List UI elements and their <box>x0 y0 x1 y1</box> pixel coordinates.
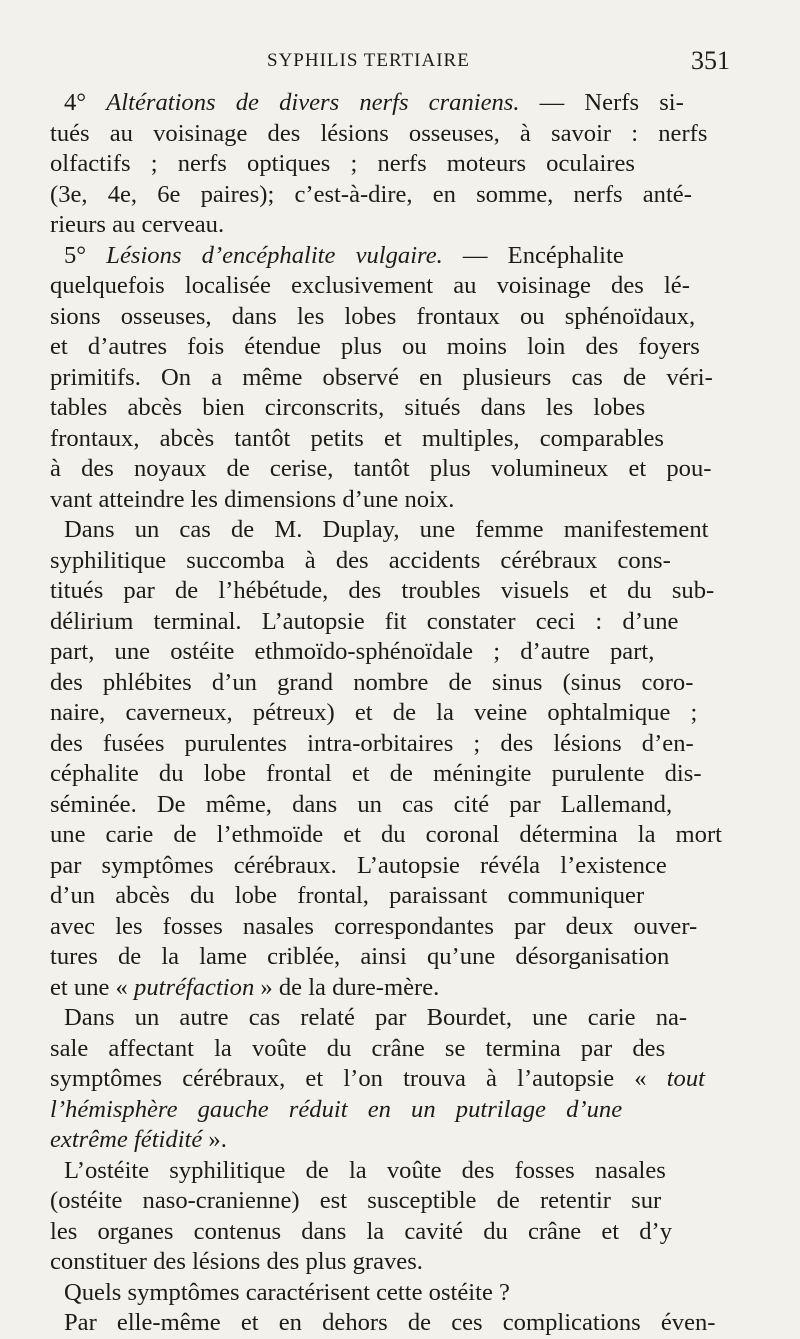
text-run: une carie de l’ethmoïde et du coronal détermina la mort <box>50 821 722 848</box>
text-line <box>50 942 722 973</box>
text-line-content <box>64 515 708 546</box>
text-line-content <box>50 698 697 729</box>
text-line-content <box>50 271 690 302</box>
text-line-content <box>50 393 645 424</box>
text-line-content <box>50 210 224 241</box>
text-run: avec les fosses nasales correspondantes par deux ouver- <box>50 912 698 940</box>
text-line-content <box>50 1186 661 1217</box>
text-line <box>50 1003 722 1034</box>
text-line-content <box>50 1095 622 1126</box>
text-run: sions osseuses, dans les lobes frontaux ou sphénoïdaux, <box>50 302 696 330</box>
text-line-content <box>50 1247 423 1278</box>
text-line <box>50 1095 722 1126</box>
page-number: 351 <box>691 46 730 75</box>
text-line <box>50 363 722 394</box>
text-line-content <box>64 1156 666 1187</box>
text-run: sale affectant la voûte du crâne se termina par des <box>50 1034 666 1062</box>
text-run: — Encéphalite <box>442 241 624 269</box>
text-run: délirium terminal. L’autopsie fit constater ceci : d’une <box>50 607 679 635</box>
text-line <box>50 454 722 485</box>
text-line <box>50 1064 722 1095</box>
text-line <box>50 210 722 241</box>
text-line-content <box>50 180 692 211</box>
text-line <box>50 241 722 272</box>
text-line <box>50 1308 722 1339</box>
text-line-content <box>50 1064 705 1095</box>
italic-text: l’hémisphère gauche réduit en un putrilage d’une <box>50 1095 623 1123</box>
text-line-content <box>50 1125 227 1156</box>
text-line-content <box>50 668 693 699</box>
text-line <box>50 424 722 455</box>
text-line <box>50 729 722 760</box>
text-line-content <box>50 1034 665 1065</box>
text-line <box>50 1278 722 1309</box>
text-line-content <box>50 881 644 912</box>
text-line <box>50 1186 722 1217</box>
text-run: céphalite du lobe frontal et de méningite purulente dis- <box>50 760 702 787</box>
text-run: part, une ostéite ethmoïdo-sphénoïdale ; d’autre part, <box>50 638 655 665</box>
running-title: SYPHILIS TERTIAIRE <box>267 50 470 71</box>
text-run: Quels symptômes caractérisent cette ostéite ? <box>64 1278 510 1306</box>
text-line <box>50 485 722 516</box>
text-line-content <box>64 241 624 272</box>
text-run: frontaux, abcès tantôt petits et multiples, comparables <box>50 424 664 452</box>
text-line-content <box>50 820 722 851</box>
text-line-content <box>50 790 672 821</box>
text-line-content <box>50 302 695 333</box>
text-run: 4° <box>64 89 107 116</box>
text-run: (3e, 4e, 6e paires); c’est-à-dire, en somme, nerfs anté- <box>50 180 692 208</box>
text-run: — Nerfs si- <box>519 89 684 116</box>
text-line-content <box>64 88 684 119</box>
text-line <box>50 149 722 180</box>
text-run: et d’autres fois étendue plus ou moins loin des foyers <box>50 333 700 360</box>
text-line <box>50 332 722 363</box>
text-line <box>50 973 722 1004</box>
text-line <box>50 759 722 790</box>
text-line-content <box>50 424 664 455</box>
body-text <box>50 88 722 1339</box>
text-run: séminée. De même, dans un cas cité par Lallemand, <box>50 790 673 818</box>
text-line-content <box>50 485 454 516</box>
text-line <box>50 271 722 302</box>
text-line <box>50 1247 722 1278</box>
text-line-content <box>50 546 671 577</box>
text-line <box>50 790 722 821</box>
text-run: d’un abcès du lobe frontal, paraissant communiquer <box>50 882 645 909</box>
text-line-content <box>50 576 714 607</box>
text-line <box>50 881 722 912</box>
text-line-content <box>50 149 635 180</box>
text-line <box>50 1034 722 1065</box>
text-run: Dans un autre cas relaté par Bourdet, une carie na- <box>64 1004 688 1031</box>
page-header <box>62 46 730 76</box>
text-line <box>50 607 722 638</box>
text-run: symptômes cérébraux, et l’on trouva à l’autopsie « <box>50 1065 667 1092</box>
text-run: (ostéite naso-cranienne) est susceptible de retentir sur <box>50 1187 662 1214</box>
text-run: ». <box>202 1126 227 1153</box>
text-line <box>50 912 722 943</box>
text-run: Dans un cas de M. Duplay, une femme manifestement <box>64 516 709 543</box>
text-run: des phlébites d’un grand nombre de sinus (sinus coro- <box>50 668 694 696</box>
text-run: et une « <box>50 973 135 1001</box>
text-line <box>50 576 722 607</box>
text-line-content <box>50 454 711 485</box>
text-line-content <box>50 637 654 668</box>
text-line <box>50 1156 722 1187</box>
italic-text: extrême fétidité <box>50 1126 203 1153</box>
text-line <box>50 119 722 150</box>
text-line <box>50 393 722 424</box>
text-line-content <box>50 119 707 150</box>
text-run: olfactifs ; nerfs optiques ; nerfs moteurs oculaires <box>50 150 635 177</box>
text-run: primitifs. On a même observé en plusieurs cas de véri- <box>50 363 713 391</box>
text-line <box>50 637 722 668</box>
text-run: constituer des lésions des plus graves. <box>50 1248 423 1275</box>
text-line <box>50 851 722 882</box>
text-line <box>50 515 722 546</box>
text-run: vant atteindre les dimensions d’une noix. <box>50 485 455 513</box>
text-line-content <box>50 973 439 1004</box>
text-line <box>50 820 722 851</box>
italic-text: putréfaction <box>134 973 255 1001</box>
text-line <box>50 698 722 729</box>
text-run: syphilitique succomba à des accidents cérébraux cons- <box>50 546 671 574</box>
text-line-content <box>50 729 694 760</box>
text-run: tables abcès bien circonscrits, situés dans les lobes <box>50 394 646 421</box>
text-line <box>50 1125 722 1156</box>
text-line-content <box>50 912 697 943</box>
text-line-content <box>50 1217 672 1248</box>
text-run: par symptômes cérébraux. L’autopsie révéla l’existence <box>50 851 667 879</box>
text-line-content <box>50 607 678 638</box>
text-line <box>50 668 722 699</box>
text-run: tures de la lame criblée, ainsi qu’une désorganisation <box>50 943 670 970</box>
text-run: » de la dure-mère. <box>254 973 440 1001</box>
italic-text: Altérations de divers nerfs craniens. <box>106 89 520 116</box>
text-run: tués au voisinage des lésions osseuses, à savoir : nerfs <box>50 119 708 147</box>
text-line <box>50 180 722 211</box>
text-run: 5° <box>64 241 107 269</box>
text-run: quelquefois localisée exclusivement au voisinage des lé- <box>50 272 690 299</box>
text-line <box>50 1217 722 1248</box>
italic-text: tout <box>666 1065 705 1092</box>
text-run: titués par de l’hébétude, des troubles visuels et du sub- <box>50 577 715 604</box>
text-run: les organes contenus dans la cavité du crâne et d’y <box>50 1217 673 1245</box>
text-line <box>50 88 722 119</box>
text-line-content <box>50 759 702 790</box>
text-line-content <box>50 363 713 394</box>
text-line-content <box>64 1278 510 1309</box>
text-line-content <box>64 1308 715 1339</box>
text-run: L’ostéite syphilitique de la voûte des fosses nasales <box>64 1156 666 1184</box>
text-line <box>50 546 722 577</box>
text-run: naire, caverneux, pétreux) et de la veine ophtalmique ; <box>50 699 698 726</box>
text-run: rieurs au cerveau. <box>50 211 225 238</box>
text-run: des fusées purulentes intra-orbitaires ; des lésions d’en- <box>50 729 694 757</box>
text-line-content <box>50 332 700 363</box>
text-run: Par elle-même et en dehors de ces complications éven- <box>64 1309 716 1336</box>
text-line-content <box>64 1003 687 1034</box>
text-run: à des noyaux de cerise, tantôt plus volumineux et pou- <box>50 455 712 482</box>
text-line-content <box>50 942 669 973</box>
text-line <box>50 302 722 333</box>
italic-text: Lésions d’encéphalite vulgaire. <box>106 241 443 269</box>
text-line-content <box>50 851 667 882</box>
